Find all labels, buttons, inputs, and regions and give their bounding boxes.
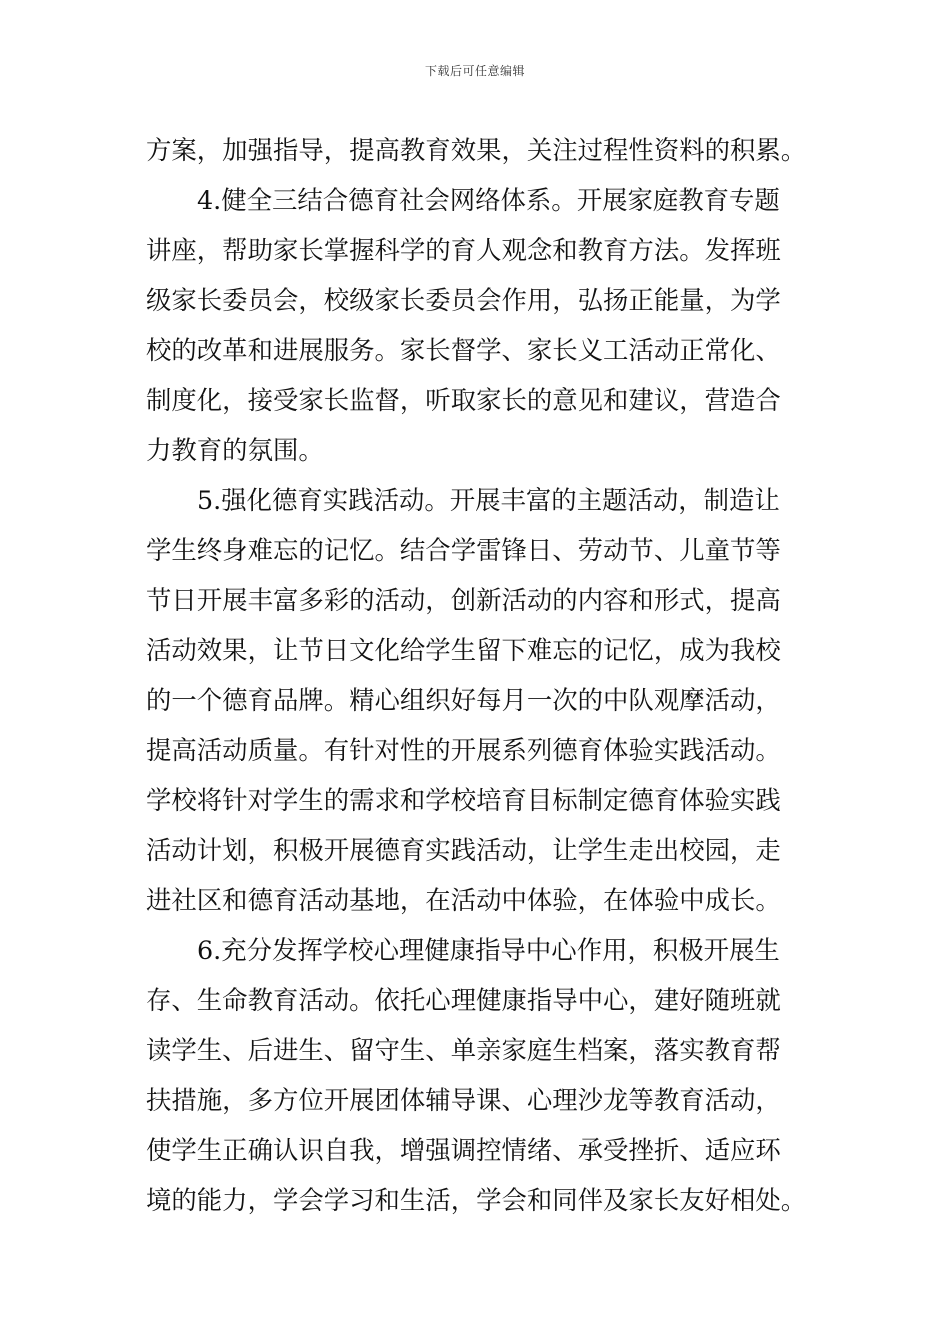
paragraph-start-line: 5.强化德育实践活动。开展丰富的主题活动，制造让 (197, 485, 780, 515)
text-line: 制度化，接受家长监督，听取家长的意见和建议，营造合 (146, 385, 781, 415)
paragraph-start-line: 4.健全三结合德育社会网络体系。开展家庭教育专题 (197, 185, 780, 215)
text-line: 读学生、后进生、留守生、单亲家庭生档案，落实教育帮 (146, 1035, 781, 1065)
text-line: 境的能力，学会学习和生活，学会和同伴及家长友好相处。 (146, 1185, 807, 1215)
text-line: 存、生命教育活动。依托心理健康指导中心，建好随班就 (146, 985, 781, 1015)
text-line: 进社区和德育活动基地，在活动中体验，在体验中成长。 (146, 885, 781, 915)
text-line: 扶措施，多方位开展团体辅导课、心理沙龙等教育活动， (146, 1085, 781, 1115)
text-line: 提高活动质量。有针对性的开展系列德育体验实践活动。 (146, 735, 781, 765)
text-line: 学生终身难忘的记忆。结合学雷锋日、劳动节、儿童节等 (146, 535, 781, 565)
document-body (146, 125, 814, 1225)
text-line: 使学生正确认识自我，增强调控情绪、承受挫折、适应环 (146, 1135, 781, 1165)
text-line: 学校将针对学生的需求和学校培育目标制定德育体验实践 (146, 785, 781, 815)
text-line: 力教育的氛围。 (146, 435, 324, 465)
text-line: 节日开展丰富多彩的活动，创新活动的内容和形式，提高 (146, 585, 781, 615)
page-header: 下载后可任意编辑 (424, 64, 525, 78)
text-line: 讲座，帮助家长掌握科学的育人观念和教育方法。发挥班 (146, 235, 781, 265)
text-line: 的一个德育品牌。精心组织好每月一次的中队观摩活动， (146, 685, 781, 715)
text-line: 活动效果，让节日文化给学生留下难忘的记忆，成为我校 (146, 635, 781, 665)
text-line: 方案，加强指导，提高教育效果，关注过程性资料的积累。 (146, 135, 807, 165)
text-line: 校的改革和进展服务。家长督学、家长义工活动正常化、 (146, 335, 781, 365)
text-line: 级家长委员会，校级家长委员会作用，弘扬正能量，为学 (146, 285, 781, 315)
paragraph-start-line: 6.充分发挥学校心理健康指导中心作用，积极开展生 (197, 935, 780, 965)
text-line: 活动计划，积极开展德育实践活动，让学生走出校园，走 (146, 835, 781, 865)
